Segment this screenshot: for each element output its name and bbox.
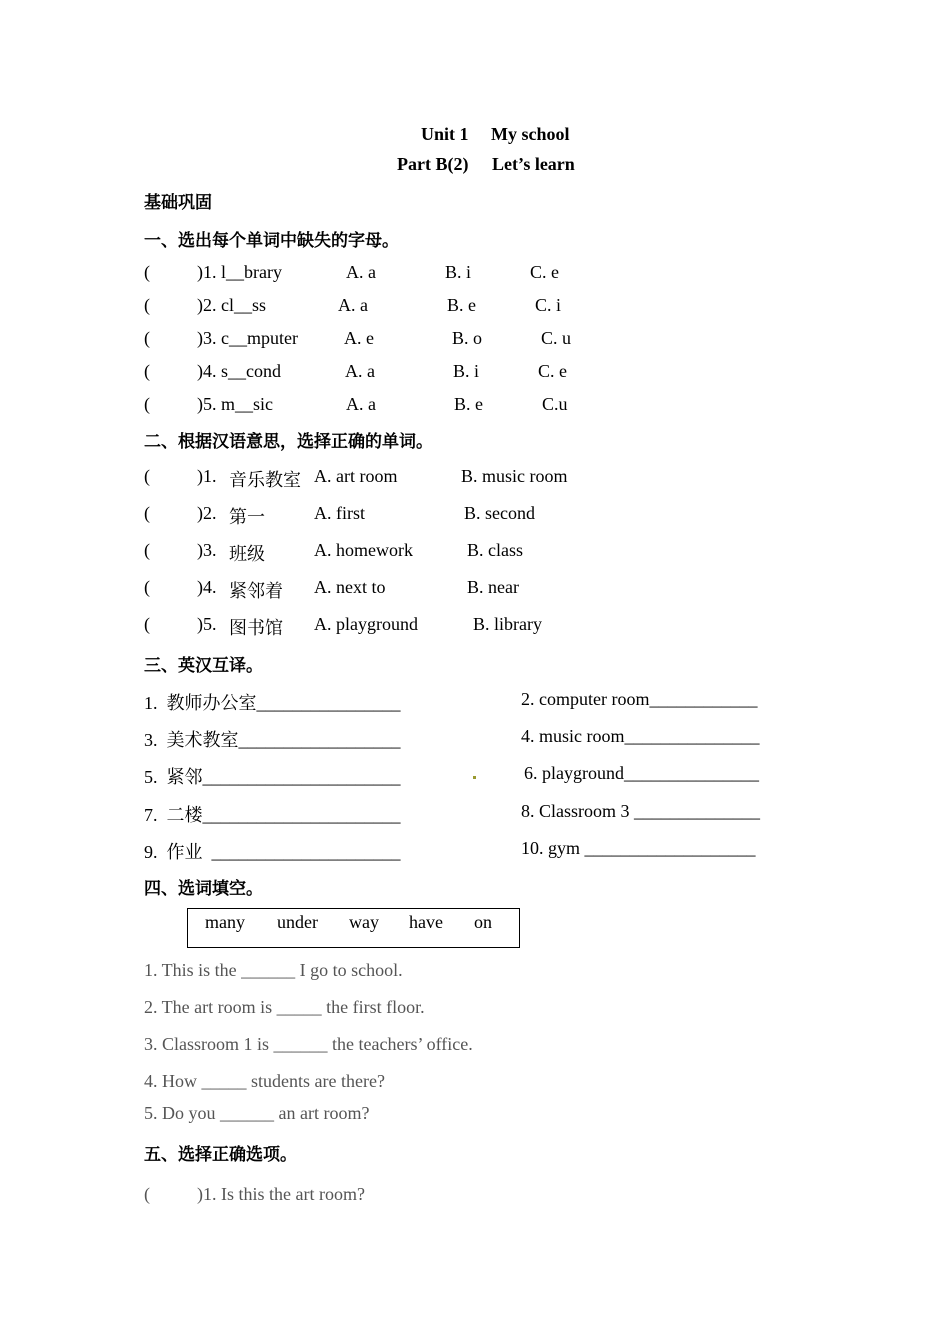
fill-blank-item: 3. Classroom 1 is ______ the teachers’ office. [144,1034,473,1054]
word-bank-word: many [205,912,245,932]
question-number: )5. [197,614,217,634]
option-c: C.u [542,394,568,414]
translation-item: 5. 紧邻______________________ [144,767,401,787]
translation-item: 9. 作业 _____________________ [144,842,401,862]
option-b: B. near [467,577,519,597]
fill-blank-item: 5. Do you ______ an art room? [144,1103,370,1123]
fill-blank-item: 4. How _____ students are there? [144,1071,385,1091]
word-bank-word: under [277,912,318,932]
answer-paren: ( [144,466,150,486]
word-bank-word: on [474,912,492,932]
translation-item: 1. 教师办公室________________ [144,693,401,713]
chinese-word: 紧邻着 [229,581,283,601]
fill-blank-item: 2. The art room is _____ the first floor. [144,997,425,1017]
option-a: A. art room [314,466,398,486]
chinese-word: 音乐教室 [229,470,301,490]
option-b: B. music room [461,466,568,486]
section4-heading: 四、选词填空。 [144,879,263,899]
answer-paren: ( [144,262,150,282]
answer-paren: ( [144,361,150,381]
option-c: C. u [541,328,572,348]
translation-item: 6. playground_______________ [524,763,759,783]
question-text: )4. s__cond [197,361,281,381]
chinese-word: 班级 [229,544,265,564]
option-a: A. next to [314,577,386,597]
section2-heading: 二、根据汉语意思，选择正确的单词。 [144,432,433,452]
option-b: B. i [453,361,480,381]
translation-item: 8. Classroom 3 ______________ [521,801,761,821]
answer-paren: ( [144,614,150,634]
question-number: )2. [197,503,217,523]
answer-paren: ( [144,1184,150,1204]
question-number: )1. [197,466,217,486]
subtitle-name: Let’s learn [492,154,575,174]
question-text: )3. c__mputer [197,328,298,348]
translation-item: 4. music room_______________ [521,726,760,746]
option-b: B. library [473,614,542,634]
chinese-word: 图书馆 [229,618,283,638]
translation-item: 3. 美术教室__________________ [144,730,401,750]
answer-paren: ( [144,540,150,560]
fill-blank-item: 1. This is the ______ I go to school. [144,960,403,980]
question-text: )2. cl__ss [197,295,266,315]
answer-paren: ( [144,328,150,348]
option-b: B. i [445,262,472,282]
option-b: B. class [467,540,523,560]
section5-heading: 五、选择正确选项。 [144,1145,297,1165]
chinese-word: 第一 [229,507,265,527]
title-unit: Unit 1 [421,124,469,144]
answer-paren: ( [144,503,150,523]
word-bank-word: have [409,912,443,932]
option-c: C. e [530,262,559,282]
basic-heading: 基础巩固 [144,193,212,213]
option-a: A. a [346,262,376,282]
translation-item: 10. gym ___________________ [521,838,756,858]
option-c: C. e [538,361,567,381]
answer-paren: ( [144,394,150,414]
title-name: My school [491,124,570,144]
question-text: )1. l__brary [197,262,282,282]
section3-heading: 三、英汉互译。 [144,656,263,676]
option-a: A. homework [314,540,413,560]
word-bank-word: way [349,912,379,932]
option-a: A. e [344,328,374,348]
stray-dot [473,776,476,779]
option-c: C. i [535,295,562,315]
option-a: A. playground [314,614,418,634]
option-b: B. e [447,295,476,315]
option-b: B. e [454,394,483,414]
option-b: B. second [464,503,535,523]
option-a: A. first [314,503,365,523]
question-number: )3. [197,540,217,560]
subtitle-part: Part B(2) [397,154,469,174]
option-b: B. o [452,328,483,348]
translation-item: 2. computer room____________ [521,689,758,709]
answer-paren: ( [144,577,150,597]
question-number: )4. [197,577,217,597]
translation-item: 7. 二楼______________________ [144,805,401,825]
answer-paren: ( [144,295,150,315]
option-a: A. a [346,394,376,414]
question-text: )5. m__sic [197,394,273,414]
section1-heading: 一、选出每个单词中缺失的字母。 [144,231,399,251]
option-a: A. a [345,361,375,381]
question-text: )1. Is this the art room? [197,1184,365,1204]
option-a: A. a [338,295,368,315]
